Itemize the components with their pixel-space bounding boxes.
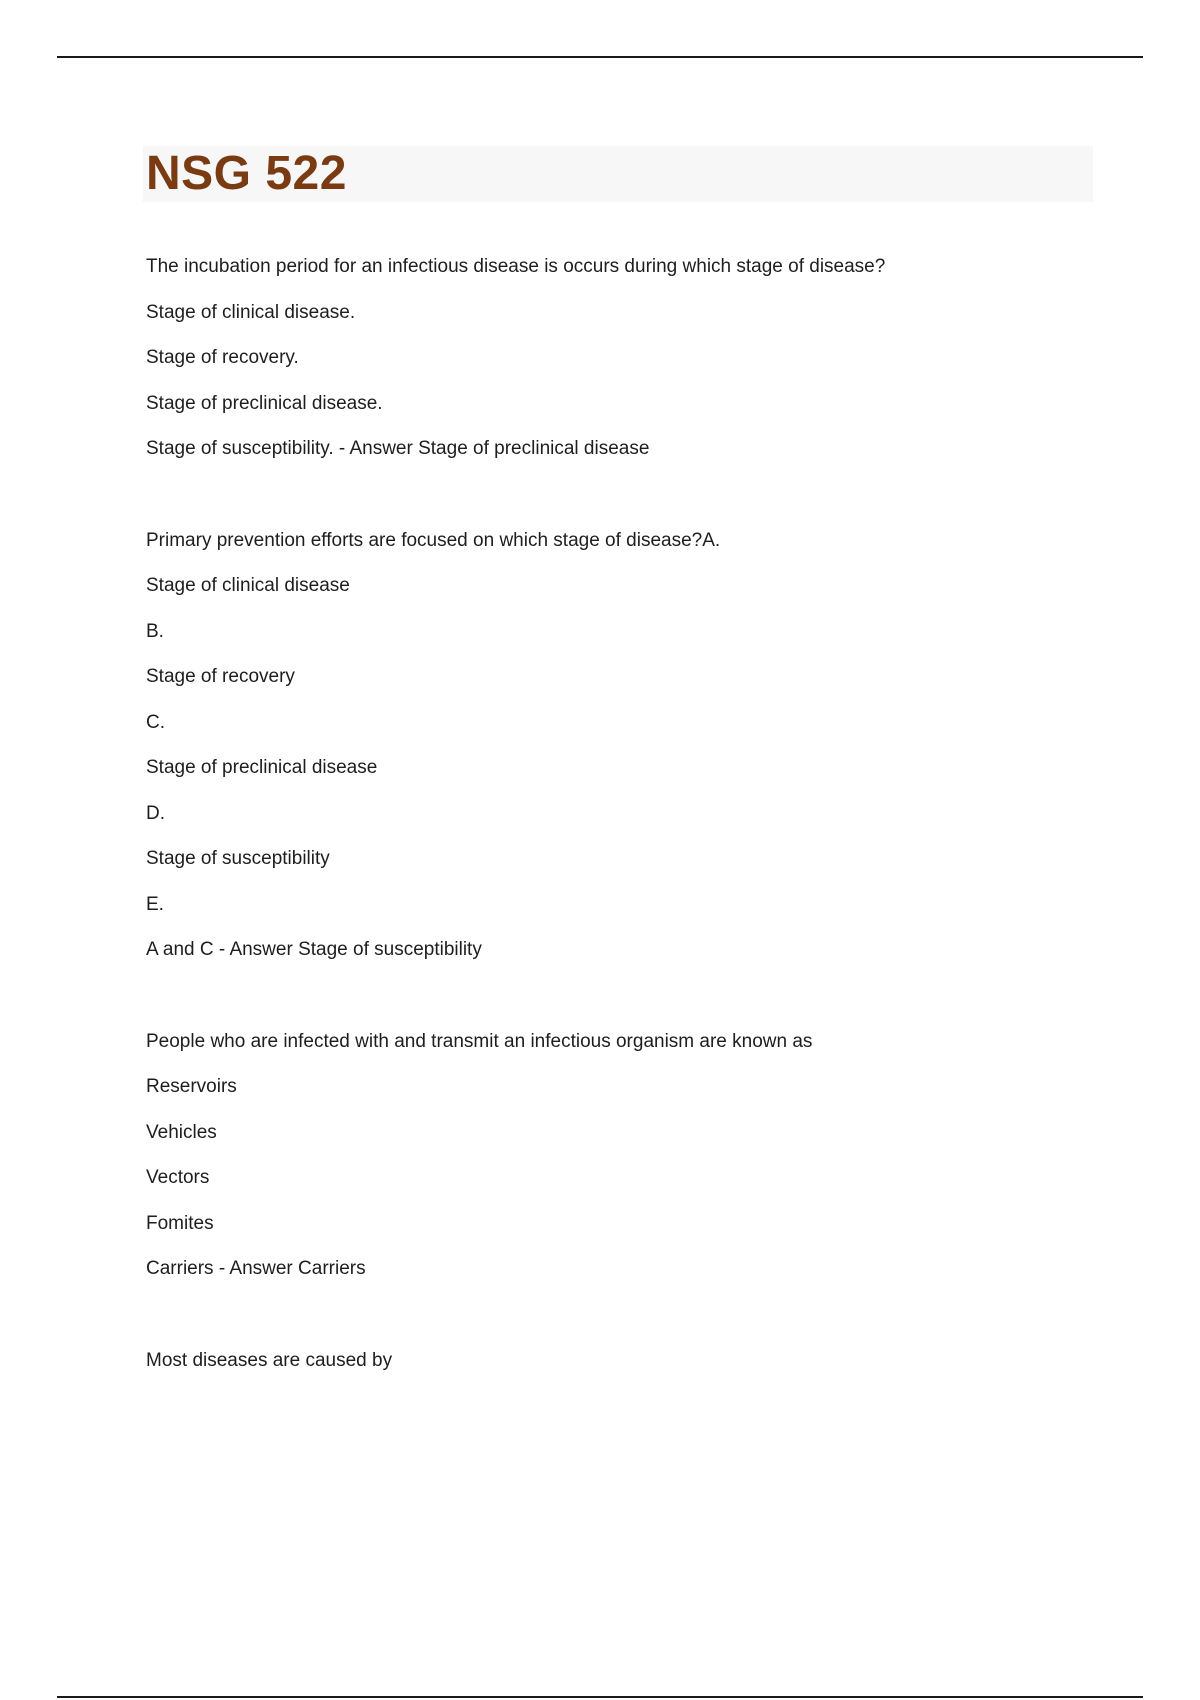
answer-option: Carriers - Answer Carriers bbox=[146, 1258, 366, 1279]
question-prompt: Most diseases are caused by bbox=[146, 1349, 393, 1371]
question-2 bbox=[146, 518, 1106, 973]
header-rule bbox=[57, 56, 1143, 58]
answer-option: Stage of recovery bbox=[146, 666, 295, 687]
option-letter: B. bbox=[146, 620, 164, 642]
answer-option: Stage of preclinical disease bbox=[146, 757, 378, 778]
question-3 bbox=[146, 1019, 1106, 1292]
answer-option: Stage of preclinical disease. bbox=[146, 392, 383, 414]
question-prompt: Primary prevention efforts are focused on which stage of disease?A. bbox=[146, 529, 721, 551]
answer-option: Stage of recovery. bbox=[146, 347, 299, 368]
answer-option: Vectors bbox=[146, 1167, 210, 1188]
document-body bbox=[146, 244, 1106, 1429]
answer-option: Vehicles bbox=[146, 1121, 217, 1143]
answer-option: Fomites bbox=[146, 1212, 214, 1234]
question-1 bbox=[146, 244, 1106, 472]
answer-option: Stage of susceptibility. - Answer Stage of preclinical disease bbox=[146, 438, 650, 459]
option-letter: D. bbox=[146, 802, 165, 824]
answer-option: A and C - Answer Stage of susceptibility bbox=[146, 939, 482, 960]
question-prompt: People who are infected with and transmit an infectious organism are known as bbox=[146, 1030, 813, 1052]
question-4 bbox=[146, 1338, 1106, 1384]
answer-option: Stage of clinical disease. bbox=[146, 301, 356, 323]
answer-option: Stage of susceptibility bbox=[146, 848, 330, 869]
footer-rule bbox=[57, 1696, 1143, 1698]
option-letter: C. bbox=[146, 711, 165, 733]
option-letter: E. bbox=[146, 893, 164, 915]
question-prompt: The incubation period for an infectious disease is occurs during which stage of disease? bbox=[146, 256, 886, 277]
answer-option: Stage of clinical disease bbox=[146, 575, 350, 596]
document-title: NSG 522 bbox=[146, 147, 347, 200]
answer-option: Reservoirs bbox=[146, 1076, 237, 1097]
